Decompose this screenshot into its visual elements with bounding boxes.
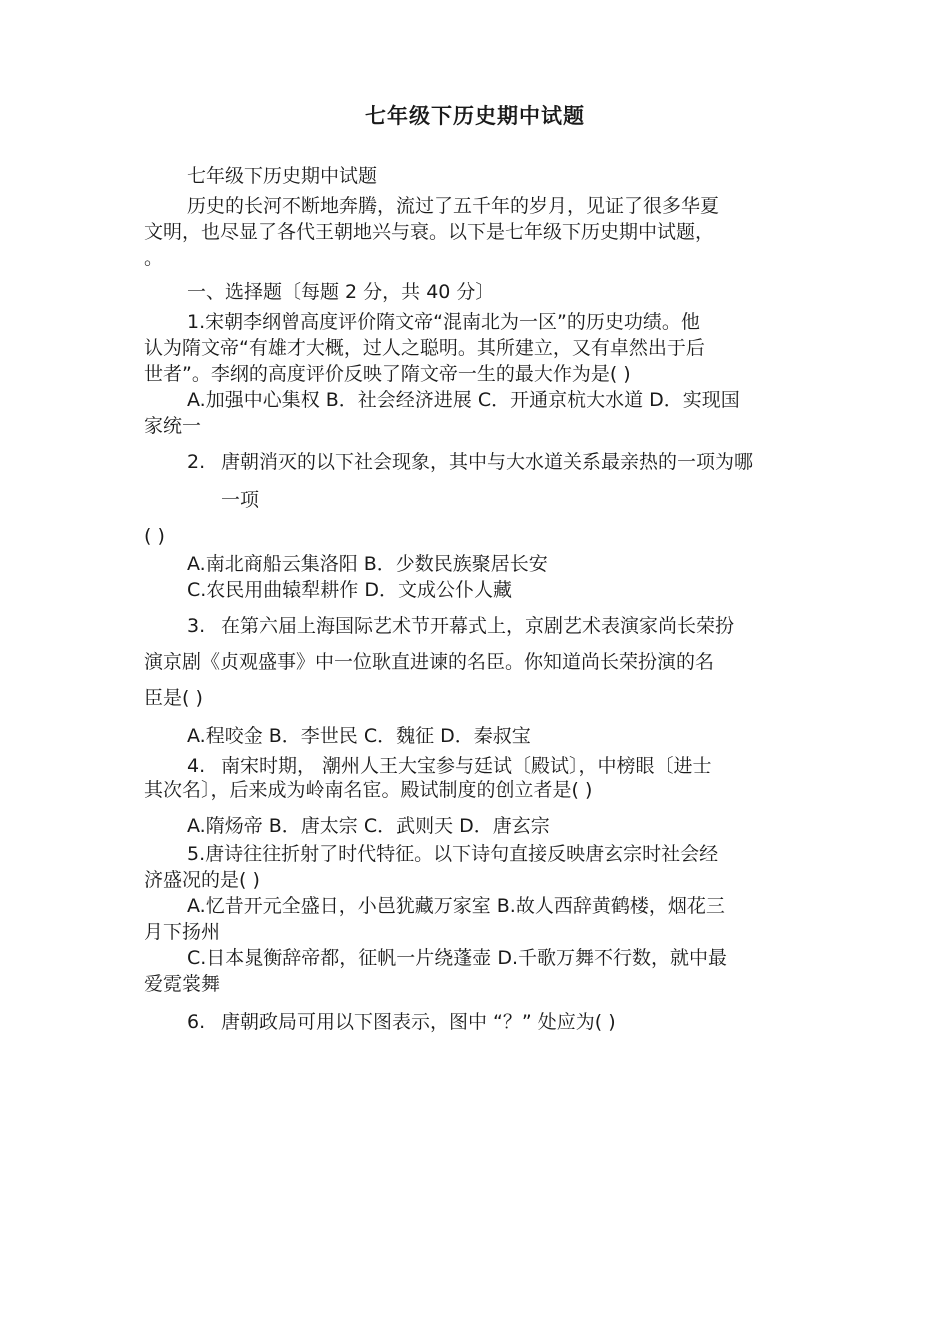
q1-line-3: 世者”。李纲的高度评价反映了隋文帝一生的最大作为是( ) <box>144 363 631 385</box>
q1-line-1: 1.宋朝李纲曾高度评价隋文帝“混南北为一区”的历史功绩。他 <box>187 311 700 333</box>
q3-line-3: 臣是( ) <box>144 687 203 709</box>
q1-options-1: A.加强中心集权 B．社会经济进展 C．开通京杭大水道 D．实现国 <box>187 389 740 411</box>
intro-line-3: 。 <box>144 247 164 269</box>
q3-line-1 <box>187 614 734 638</box>
q2-line-2: 一项 <box>221 489 260 511</box>
q5-options-1: A.忆昔开元全盛日，小邑犹藏万家室 B.故人西辞黄鹤楼，烟花三 <box>187 895 725 917</box>
q2-text-1: 唐朝消灭的以下社会现象，其中与大水道关系最亲热的一项为哪 <box>221 451 754 473</box>
q6-text-1: 唐朝政局可用以下图表示，图中 “？” 处应为( ) <box>221 1011 616 1033</box>
intro-heading: 七年级下历史期中试题 <box>187 165 378 187</box>
q3-options-1: A.程咬金 B．李世民 C．魏征 D．秦叔宝 <box>187 725 531 747</box>
section-heading: 一、选择题〔每题 2 分，共 40 分〕 <box>187 281 495 303</box>
q6-line-1 <box>187 1010 616 1034</box>
q5-line-1: 5.唐诗往往折射了时代特征。以下诗句直接反映唐玄宗时社会经 <box>187 843 719 865</box>
q2-line-1 <box>187 450 753 474</box>
q6-number: 6. <box>187 1011 206 1033</box>
q4-line-2: 其次名〕，后来成为岭南名宦。殿试制度的创立者是( ) <box>144 779 593 801</box>
intro-line-1: 历史的长河不断地奔腾，流过了五千年的岁月，见证了很多华夏 <box>187 195 720 217</box>
q2-number: 2. <box>187 451 206 473</box>
q5-options-2: 月下扬州 <box>144 921 221 943</box>
q5-line-2: 济盛况的是( ) <box>144 869 260 891</box>
q3-number: 3. <box>187 615 206 637</box>
intro-line-2: 文明，也尽显了各代王朝地兴与衰。以下是七年级下历史期中试题， <box>144 221 715 243</box>
q2-line-3: ( ) <box>144 525 165 547</box>
q4-options-1: A.隋炀帝 B．唐太宗 C．武则天 D．唐玄宗 <box>187 815 550 837</box>
q2-options-1: A.南北商船云集洛阳 B．少数民族聚居长安 <box>187 553 548 575</box>
document-title: 七年级下历史期中试题 <box>365 104 585 128</box>
q4-number: 4. <box>187 755 206 777</box>
q4-text-1: 南宋时期， 潮州人王大宝参与廷试〔殿试〕，中榜眼〔进士 <box>221 755 712 777</box>
q1-line-2: 认为隋文帝“有雄才大概，过人之聪明。其所建立，又有卓然出于后 <box>144 337 705 359</box>
q5-options-3: C.日本晁衡辞帝都，征帆一片绕蓬壶 D.千歌万舞不行数，就中最 <box>187 947 728 969</box>
q3-line-2: 演京剧《贞观盛事》中一位耿直进谏的名臣。你知道尚长荣扮演的名 <box>144 651 715 673</box>
q5-options-4: 爱霓裳舞 <box>144 973 221 995</box>
q4-line-1 <box>187 754 712 778</box>
q3-text-1: 在第六届上海国际艺术节开幕式上，京剧艺术表演家尚长荣扮 <box>221 615 735 637</box>
q1-options-2: 家统一 <box>144 415 202 437</box>
q2-options-2: C.农民用曲辕犁耕作 D．文成公仆人藏 <box>187 579 512 601</box>
